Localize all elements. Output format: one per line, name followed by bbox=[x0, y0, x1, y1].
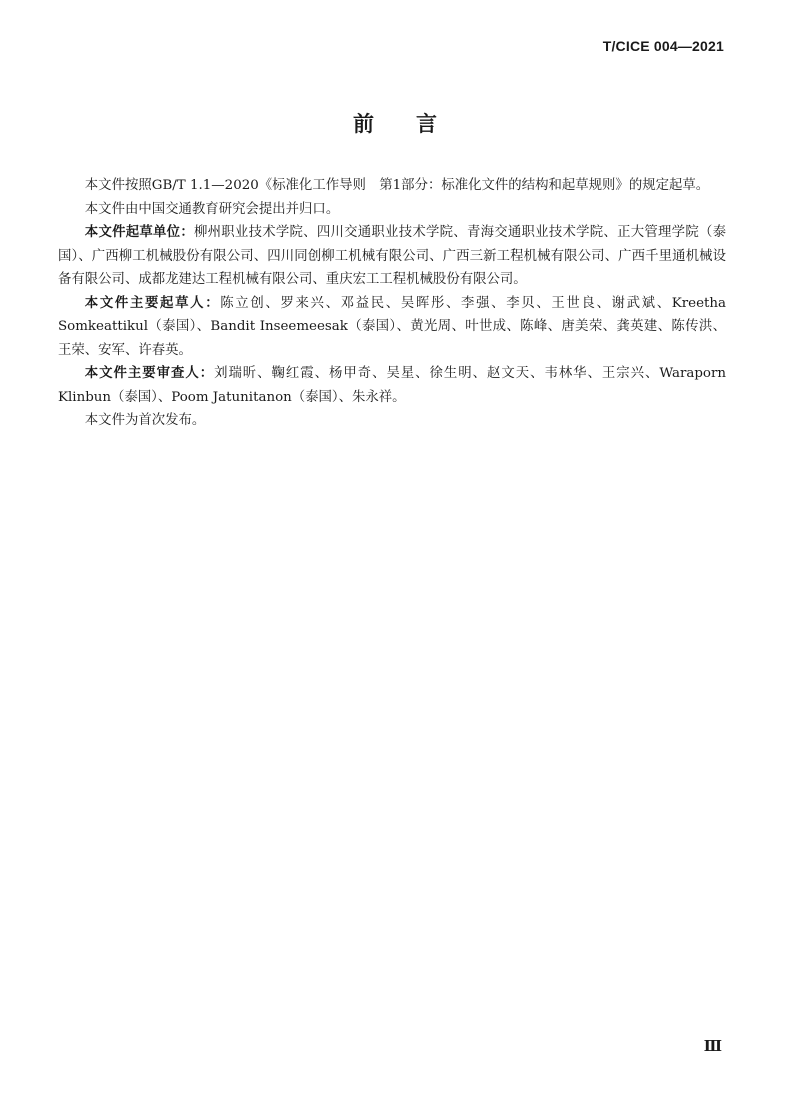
document-body bbox=[58, 174, 726, 433]
paragraph-text: 本文件由中国交通教育研究会提出并归口。 bbox=[84, 201, 340, 217]
paragraph-lead: 本文件主要审查人： bbox=[84, 366, 215, 381]
paragraph-drafting-rules bbox=[58, 174, 726, 198]
paragraph-text: 刘瑞昕、鞠红霞、杨甲奇、吴星、徐生明、赵文天、韦林华、王宗兴、Waraporn Klinbun（泰国）、Poom Jatunitanon（泰国）、朱永祥。 bbox=[58, 366, 726, 405]
paragraph-lead: 本文件起草单位： bbox=[84, 225, 194, 240]
paragraph-lead: 本文件主要起草人： bbox=[84, 295, 221, 311]
paragraph-drafting-units bbox=[58, 221, 726, 292]
paragraph-drafters bbox=[58, 292, 726, 363]
paragraph-reviewers bbox=[58, 362, 726, 409]
paragraph-text: 陈立创、罗来兴、邓益民、吴晖彤、李强、李贝、王世良、谢武斌、Kreetha Somkeattikul（泰国）、Bandit Inseemeesak（泰国）、黄光周、叶世成、陈峰、唐美荣、龚英建、陈传洪、王荣、安军、许春英。 bbox=[58, 295, 726, 358]
paragraph-text: 柳州职业技术学院、四川交通职业技术学院、青海交通职业技术学院、正大管理学院（泰国）、广西柳工机械股份有限公司、四川同创柳工机械有限公司、广西三新工程机械有限公司、广西千里通机械设备有限公司、成都龙建达工程机械有限公司、重庆宏工工程机械股份有限公司。 bbox=[58, 225, 726, 287]
page-title: 前言 bbox=[353, 112, 479, 136]
paragraph-text: 本文件按照GB/T 1.1—2020《标准化工作导则 第1部分：标准化文件的结构和起草规则》的规定起草。 bbox=[84, 178, 710, 193]
page-number: Ⅲ bbox=[703, 1037, 722, 1055]
paragraph-first-release bbox=[58, 409, 726, 433]
paragraph-text: 本文件为首次发布。 bbox=[84, 413, 206, 428]
document-code: T/CICE 004—2021 bbox=[602, 38, 724, 54]
paragraph-proposer bbox=[58, 198, 726, 222]
